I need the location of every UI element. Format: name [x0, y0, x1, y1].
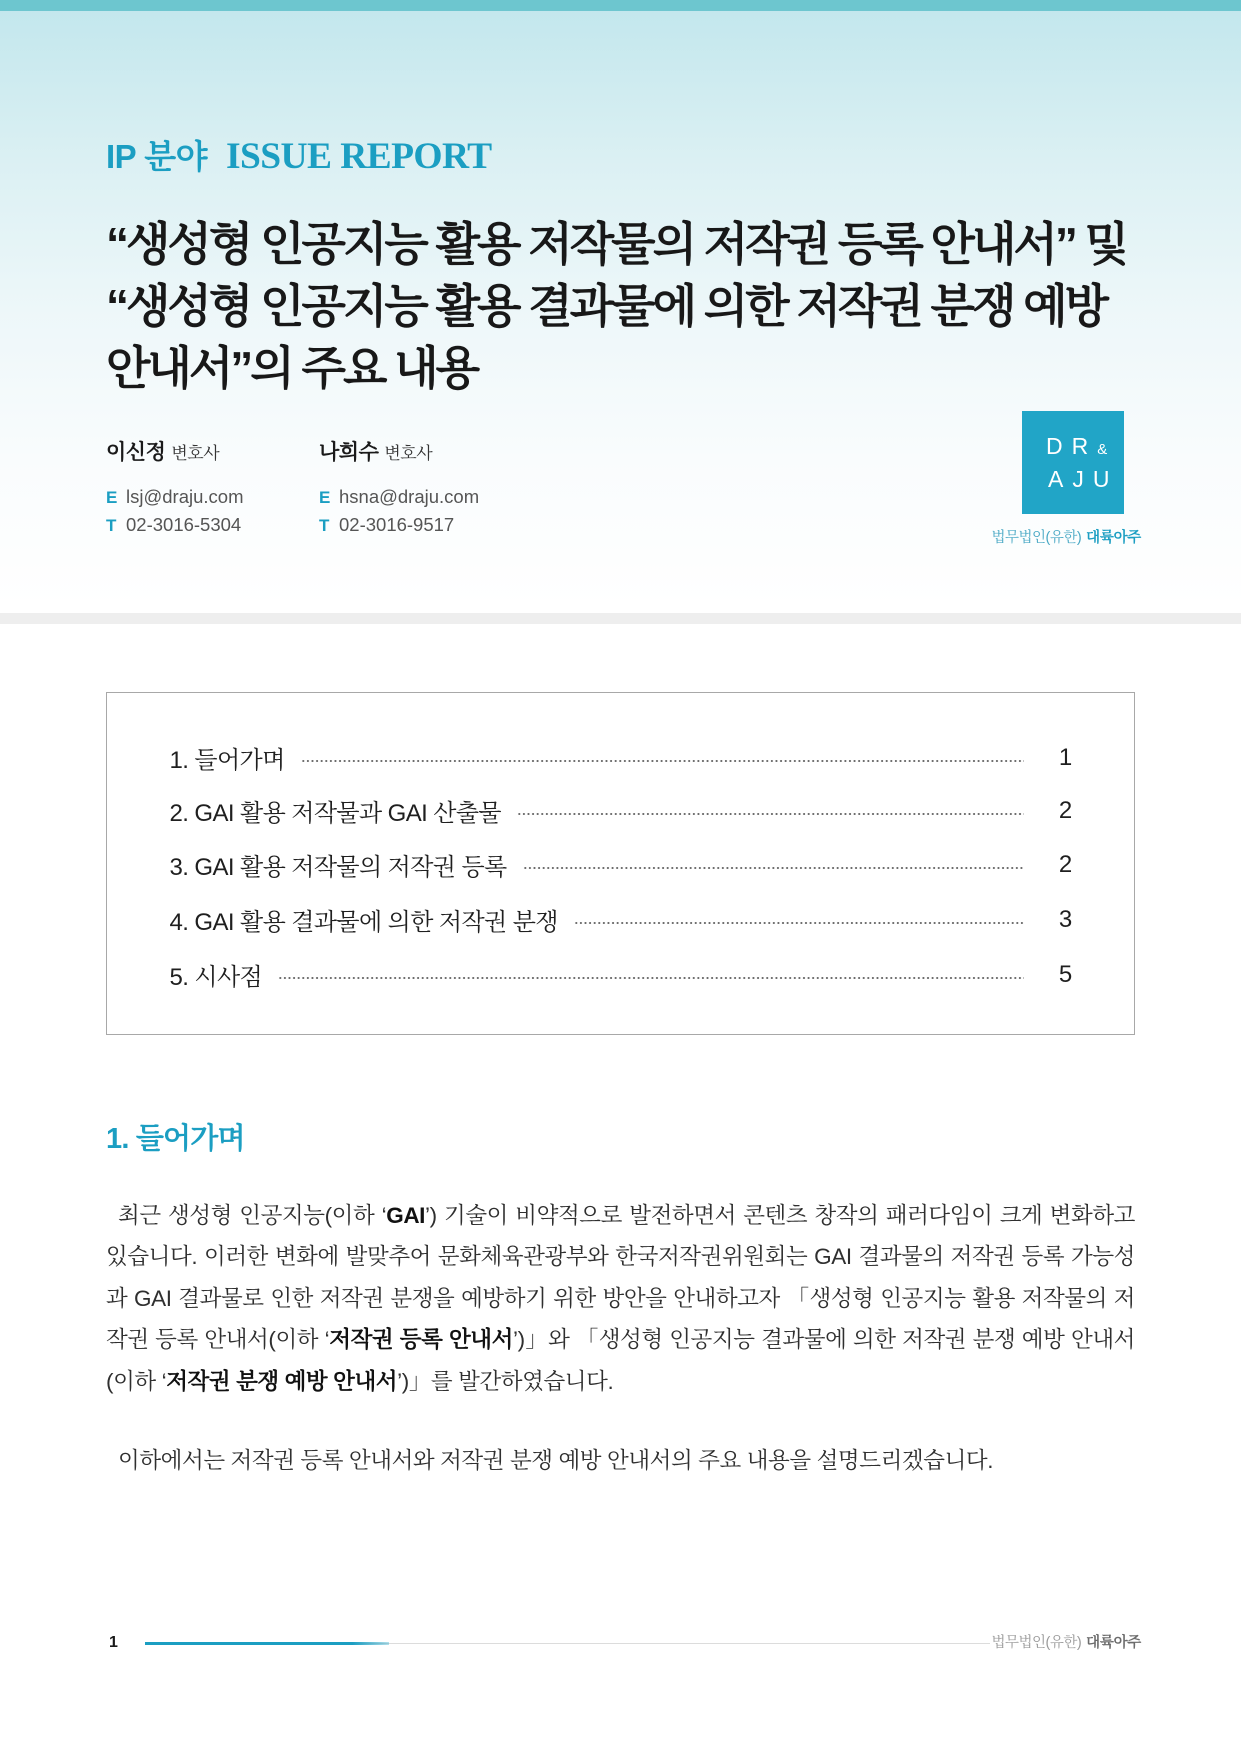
toc-entry-page: 1 [1058, 743, 1073, 771]
paragraph-text: 최근 생성형 인공지능(이하 ‘ [118, 1203, 387, 1228]
toc-entry[interactable] [170, 740, 1080, 776]
toc-entry-label: 5. 시사점 [169, 964, 263, 991]
logo-row-top [1046, 432, 1107, 460]
author-email[interactable]: lsj@draju.com [126, 486, 244, 507]
toc-entry[interactable] [170, 902, 1080, 938]
author-role: 변호사 [171, 444, 220, 463]
footer-firm-name: 대륙아주 [1086, 1635, 1141, 1651]
author-role: 변호사 [384, 444, 433, 463]
author-heading [106, 438, 306, 468]
emphasized-text: 저작권 분쟁 예방 안내서 [166, 1368, 398, 1394]
author-name: 이신정 [106, 441, 166, 464]
footer-page-number: 1 [109, 1634, 118, 1651]
email-label: E [106, 488, 118, 507]
body-paragraph [106, 1440, 1135, 1481]
toc-entry-page: 2 [1058, 796, 1073, 824]
phone-label: T [319, 516, 330, 535]
email-label: E [319, 488, 331, 507]
toc-entry[interactable] [170, 847, 1080, 883]
firm-name-label [991, 528, 1141, 548]
toc-leader-dots [301, 759, 1024, 763]
logo-letters-bottom: AJU [1048, 466, 1119, 492]
toc-entry[interactable] [170, 793, 1080, 829]
firm-logo [1022, 411, 1124, 514]
toc-entry-label: 3. GAI 활용 저작물의 저작권 등록 [169, 854, 507, 881]
author-email[interactable]: hsna@draju.com [339, 486, 480, 507]
toc-entry-page: 5 [1058, 960, 1073, 988]
section-heading: 1. 들어가며 [106, 1123, 245, 1155]
author-email-row [106, 483, 306, 511]
header-divider-band [0, 613, 1241, 624]
toc-entry-page: 3 [1058, 905, 1073, 933]
author-card [319, 438, 519, 539]
toc-entry-label: 2. GAI 활용 저작물과 GAI 산출물 [169, 800, 501, 827]
firm-name: 대륙아주 [1086, 530, 1141, 546]
author-card [106, 438, 306, 539]
logo-row-bottom [1048, 465, 1118, 493]
logo-letters-top: DR [1046, 433, 1098, 459]
report-type: ISSUE REPORT [226, 136, 492, 177]
paragraph-text: ’) 기술이 비약적으로 발전하면서 콘텐츠 창작의 패러다임이 크게 변화하고 있습니다. 이러한 변화에 발맞추어 문화체육관광부와 한국저작권위원회는 GAI 결과물의 저작권 등록 가능성과 GAI 결과물로 인한 저작권 분쟁을 예방하기 위한 방안을 안내하고자 「생성형 인공지능 활용 저작물의 저작권 등록 안내서(이하 ‘ [106, 1203, 1135, 1353]
emphasized-text: GAI [386, 1203, 426, 1228]
toc-entry[interactable] [170, 957, 1080, 993]
author-email-row [319, 483, 519, 511]
body-paragraph [106, 1195, 1135, 1402]
title-line: “생성형 인공지능 활용 저작물의 저작권 등록 안내서” 및 [106, 218, 1127, 270]
paragraph-text: ’)」와 「생성형 인공지능 결과물에 의한 저작권 분쟁 예방 안내서(이하 ‘ [106, 1327, 1135, 1394]
logo-ampersand: & [1097, 441, 1108, 458]
toc-entry-label: 4. GAI 활용 결과물에 의한 저작권 분쟁 [169, 909, 558, 936]
footer-firm-label [991, 1633, 1141, 1653]
footer-firm-type: 법무법인(유한) [991, 1635, 1082, 1651]
toc-leader-dots [278, 976, 1023, 980]
title-line: “생성형 인공지능 활용 결과물에 의한 저작권 분쟁 예방 [106, 280, 1107, 332]
author-phone-row [319, 511, 519, 539]
table-of-contents [106, 692, 1135, 1035]
toc-leader-dots [517, 812, 1024, 816]
paragraph-text: ’)」를 발간하였습니다. [397, 1368, 614, 1394]
firm-type: 법무법인(유한) [991, 530, 1082, 546]
paragraph-text: 이하에서는 저작권 등록 안내서와 저작권 분쟁 예방 안내서의 주요 내용을 설명드리겠습니다. [118, 1447, 994, 1473]
report-category: IP 분야 [106, 138, 208, 175]
title-line: 안내서”의 주요 내용 [106, 342, 478, 394]
report-title [106, 213, 1226, 399]
phone-label: T [106, 516, 117, 535]
author-heading [319, 438, 519, 468]
emphasized-text: 저작권 등록 안내서 [329, 1327, 513, 1353]
header-top-band [0, 0, 1241, 11]
report-kicker [106, 134, 492, 180]
section-introduction [106, 1119, 1135, 1481]
toc-entry-label: 1. 들어가며 [169, 747, 285, 774]
toc-leader-dots [523, 866, 1024, 870]
author-name: 나희수 [319, 441, 379, 464]
footer-rule-accent [145, 1642, 389, 1645]
author-phone-row [106, 511, 306, 539]
toc-leader-dots [574, 921, 1024, 925]
toc-entry-page: 2 [1058, 850, 1073, 878]
author-phone: 02-3016-9517 [339, 514, 455, 535]
author-phone: 02-3016-5304 [126, 514, 242, 535]
section-body [106, 1195, 1135, 1481]
